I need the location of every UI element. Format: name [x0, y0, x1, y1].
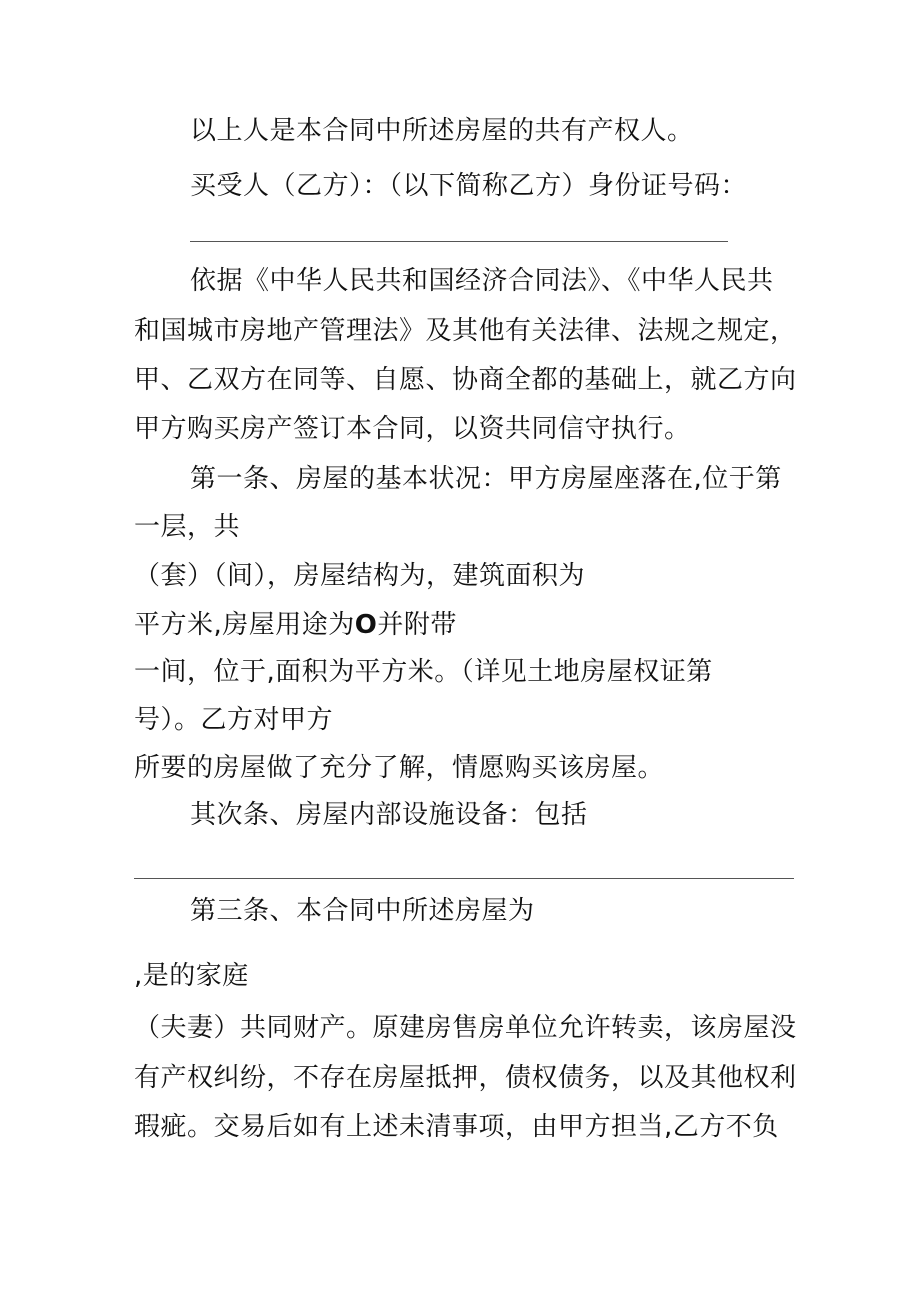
text-line: 依据《中华人民共和国经济合同法》、《中华人民共 — [190, 266, 774, 296]
text-line: 号）。乙方对甲方 — [134, 705, 334, 735]
text-segment-bold-o: O — [354, 610, 378, 640]
text-line: 以上人是本合同中所述房屋的共有产权人。 — [190, 116, 694, 146]
text-line: 瑕疵。交易后如有上述未清事项，由甲方担当,乙方不负 — [134, 1112, 779, 1142]
text-line — [134, 603, 457, 647]
text-line: 买受人（乙方）：（以下简称乙方）身份证号码： — [190, 171, 748, 201]
text-line: 和国城市房地产管理法》及其他有关法律、法规之规定， — [134, 316, 797, 346]
text-segment: 并附带 — [377, 610, 457, 640]
text-line: 第三条、本合同中所述房屋为 — [190, 896, 535, 926]
text-segment: 平方米,房屋用途为 — [134, 610, 355, 640]
text-line: 所要的房屋做了充分了解，情愿购买该房屋。 — [134, 753, 665, 783]
text-line: 一层，共 — [134, 512, 241, 542]
text-line: 甲方购买房产签订本合同，以资共同信守执行。 — [134, 414, 691, 444]
text-line: ,是的家庭 — [134, 961, 249, 991]
text-line: 其次条、房屋内部设施设备：包括 — [190, 800, 588, 830]
text-line: 一间，位于,面积为平方米。（详见土地房屋权证第 — [134, 657, 713, 687]
blank-fill-line — [190, 241, 728, 242]
text-line: 甲、乙双方在同等、自愿、协商全都的基础上，就乙方向 — [134, 365, 797, 395]
text-line: 有产权纠纷，不存在房屋抵押，债权债务，以及其他权利 — [134, 1063, 797, 1093]
text-line: （夫妻）共同财产。原建房售房单位允许转卖，该房屋没 — [134, 1013, 797, 1043]
blank-fill-line — [134, 878, 794, 879]
text-line: 第一条、房屋的基本状况：甲方房屋座落在,位于第 — [190, 464, 782, 494]
text-line: （套）（间），房屋结构为，建筑面积为 — [134, 561, 586, 591]
